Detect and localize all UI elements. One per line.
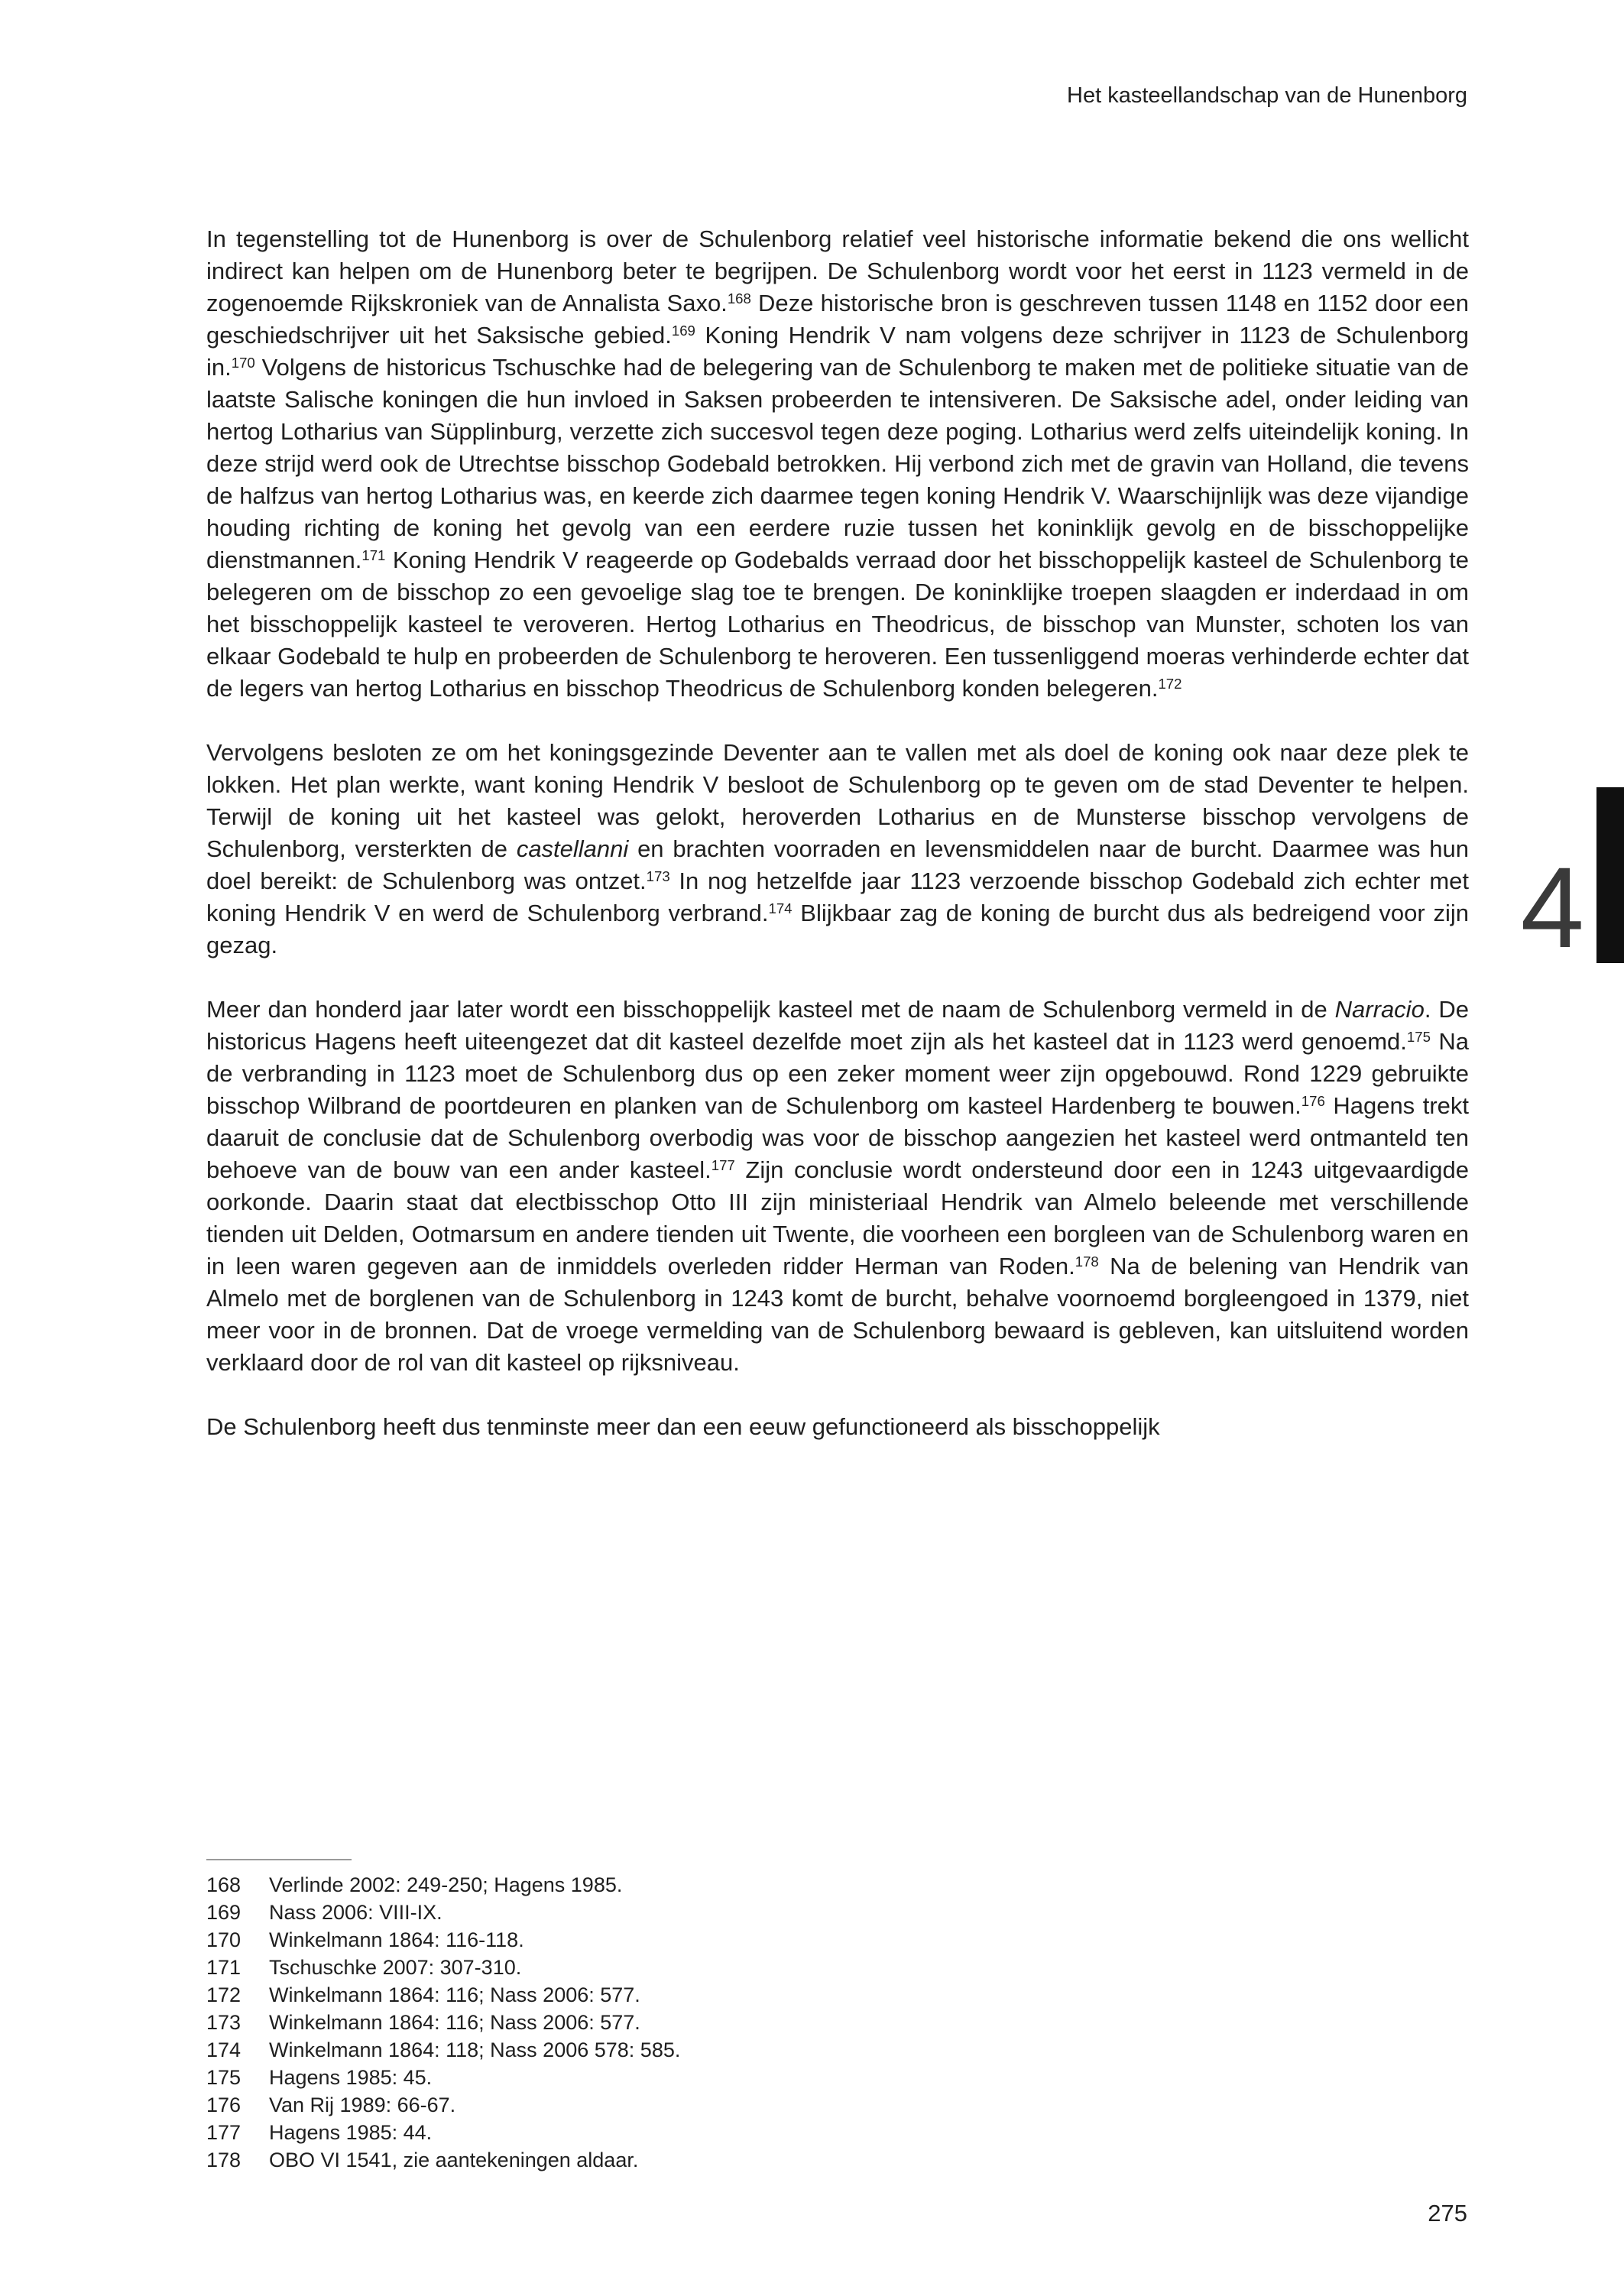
footnote-text: Winkelmann 1864: 116; Nass 2006: 577. (269, 1983, 640, 2006)
footnote-text: Nass 2006: VIII-IX. (269, 1901, 442, 1924)
footnote-number: 173 (206, 2011, 241, 2034)
text-run: . De historicus Hagens heeft uiteengezet dat dit kasteel dezelfde moet zijn als het kasteel dat in 1123 werd genoemd. (206, 996, 1469, 1055)
running-header: Het kasteellandschap van de Hunenborg (1067, 83, 1467, 108)
footnote-text: Hagens 1985: 45. (269, 2066, 433, 2089)
footnote-number: 178 (206, 2149, 241, 2171)
footnote-number: 169 (206, 1901, 241, 1924)
footnote-ref: 176 (1301, 1092, 1325, 1109)
footnote-item (206, 2009, 1469, 2036)
footnote-ref: 170 (231, 354, 255, 371)
italic-term: Narracio (1334, 996, 1425, 1023)
text-run: Vervolgens besloten ze om het koningsgezinde Deventer aan te vallen met als doel de koning ook naar deze plek te lokken. Het plan werkte, want koning Hendrik V besloot de Schulenborg op te geven om de stad Deventer te helpen. Terwijl de koning uit het kasteel was gelokt, heroverden Lotharius en de Munsterse bisschop vervolgens de Schulenborg, versterkten de (206, 739, 1469, 862)
footnote-number: 171 (206, 1956, 241, 1979)
text-run: Na de verbranding in 1123 moet de Schulenborg dus op een zeker moment weer zijn opgebouwd. Rond 1229 gebruikte bisschop Wilbrand de poortdeuren en planken van de Schulenborg om kasteel Hardenberg te bouwen. (206, 1028, 1469, 1119)
body-paragraphs (206, 223, 1469, 1443)
footnote-ref: 173 (646, 868, 670, 884)
footnote-number: 174 (206, 2038, 241, 2061)
footnote-item (206, 2091, 1469, 2119)
text-run: Na de belening van Hendrik van Almelo met de borglenen van de Schulenborg in 1243 komt de burcht, behalve voornoemd borgleengoed in 1379, niet meer voor in de bronnen. Dat de vroege vermelding van de Schulenborg bewaard is gebleven, kan uitsluitend worden verklaard door de rol van dit kasteel op rijksniveau. (206, 1253, 1469, 1376)
text-run: In nog hetzelfde jaar 1123 verzoende bisschop Godebald zich echter met koning Hendrik V en werd de Schulenborg verbrand. (206, 868, 1470, 926)
footnote-ref: 172 (1158, 675, 1182, 692)
footnote-item (206, 1954, 1469, 1981)
footnote-item (206, 2064, 1469, 2091)
footnote-text: Winkelmann 1864: 116; Nass 2006: 577. (269, 2011, 640, 2034)
footnote-ref: 177 (711, 1156, 735, 1173)
text-run: De Schulenborg heeft dus tenminste meer dan een eeuw gefunctioneerd als bisschoppelijk (206, 1413, 1160, 1440)
footnote-ref: 169 (671, 322, 695, 339)
text-run: Zijn conclusie wordt ondersteund door een in 1243 uitgevaardigde oorkonde. Daarin staat dat electbisschop Otto III zijn ministeriaal Hendrik van Almelo beleende met verschillende tienden uit Delden, Ootmarsum en andere tienden uit Twente, die voorheen een borgleen van de Schulenborg waren en in leen waren gegeven aan de inmiddels overleden ridder Herman van Roden. (206, 1156, 1469, 1279)
footnote-number: 177 (206, 2121, 241, 2144)
footnote-block (206, 1859, 1469, 2174)
footnote-separator (206, 1859, 352, 1860)
footnote-number: 172 (206, 1983, 241, 2006)
text-run: en brachten voorraden en levensmiddelen naar de burcht. Daarmee was hun doel bereikt: de Schulenborg was ontzet. (206, 835, 1469, 894)
footnote-ref: 178 (1075, 1253, 1099, 1270)
paragraph (206, 1411, 1469, 1443)
footnote-text: OBO VI 1541, zie aantekeningen aldaar. (269, 2149, 639, 2171)
footnote-ref: 175 (1406, 1028, 1431, 1045)
footnote-text: Verlinde 2002: 249-250; Hagens 1985. (269, 1873, 623, 1896)
footnote-ref: 174 (768, 900, 793, 916)
paragraph (206, 994, 1469, 1379)
footnote-item (206, 1981, 1469, 2009)
footnote-number: 170 (206, 1928, 241, 1951)
text-run: Blijkbaar zag de koning de burcht dus als bedreigend voor zijn gezag. (206, 900, 1469, 958)
footnote-text: Winkelmann 1864: 118; Nass 2006 578: 585. (269, 2038, 681, 2061)
footnote-number: 176 (206, 2094, 241, 2116)
footnote-item (206, 1926, 1469, 1954)
footnote-ref: 171 (361, 546, 386, 563)
footnote-list (206, 1871, 1469, 2174)
text-run: Volgens de historicus Tschuschke had de belegering van de Schulenborg te maken met de politieke situatie van de laatste Salische koningen die hun invloed in Saksen probeerden te intensiveren. De Saksische adel, onder leiding van hertog Lotharius van Süpplinburg, verzette zich succesvol tegen deze poging. Lotharius werd zelfs uiteindelijk koning. In deze strijd werd ook de Utrechtse bisschop Godebald betrokken. Hij verbond zich met de gravin van Holland, die tevens de halfzus van hertog Lotharius was, en keerde zich daarmee tegen koning Hendrik V. Waarschijnlijk was deze vijandige houding richting de koning het gevolg van een eerdere ruzie tussen het koninklijk gevolg en de bisschoppelijke dienstmannen. (206, 354, 1469, 573)
footnote-ref: 168 (727, 290, 751, 306)
text-run: Koning Hendrik V reageerde op Godebalds verraad door het bisschoppelijk kasteel de Schulenborg te belegeren om de bisschop zo een gevoelige slag toe te brengen. De koninklijke troepen slaagden er inderdaad in om het bisschoppelijk kasteel te veroveren. Hertog Lotharius en Theodricus, de bisschop van Munster, schoten los van elkaar Godebald te hulp en probeerden de Schulenborg te heroveren. Een tussenliggend moeras verhinderde echter dat de legers van hertog Lotharius en bisschop Theodricus de Schulenborg konden belegeren. (206, 546, 1469, 702)
text-run: In tegenstelling tot de Hunenborg is over de Schulenborg relatief veel historische informatie bekend die ons wellicht indirect kan helpen om de Hunenborg beter te begrijpen. De Schulenborg wordt voor het eerst in 1123 vermeld in de zogenoemde Rijkskroniek van de Annalista Saxo. (206, 225, 1469, 316)
paragraph (206, 223, 1469, 705)
footnote-item (206, 1899, 1469, 1926)
chapter-tab-marker (1596, 787, 1624, 963)
footnote-text: Winkelmann 1864: 116-118. (269, 1928, 524, 1951)
text-run: Hagens trekt daaruit de conclusie dat de Schulenborg overbodig was voor de bisschop aangezien het kasteel werd ontmanteld ten behoeve van de bouw van een ander kasteel. (206, 1092, 1469, 1183)
chapter-number: 4 (1520, 843, 1584, 971)
paragraph (206, 737, 1469, 962)
footnote-item (206, 2119, 1469, 2146)
text-run: Meer dan honderd jaar later wordt een bisschoppelijk kasteel met de naam de Schulenborg vermeld in de (206, 996, 1335, 1023)
footnote-text: Van Rij 1989: 66-67. (269, 2094, 456, 2116)
text-run: Deze historische bron is geschreven tussen 1148 en 1152 door een geschiedschrijver uit het Saksische gebied. (206, 290, 1469, 349)
footnote-item (206, 2146, 1469, 2174)
footnote-number: 175 (206, 2066, 241, 2089)
footnote-text: Tschuschke 2007: 307-310. (269, 1956, 522, 1979)
italic-term: castellanni (516, 835, 629, 862)
footnote-item (206, 1871, 1469, 1899)
text-run: Koning Hendrik V nam volgens deze schrijver in 1123 de Schulenborg in. (206, 322, 1469, 381)
footnote-number: 168 (206, 1873, 241, 1896)
footnote-item (206, 2036, 1469, 2064)
page-number: 275 (1428, 2200, 1467, 2227)
footnote-text: Hagens 1985: 44. (269, 2121, 433, 2144)
